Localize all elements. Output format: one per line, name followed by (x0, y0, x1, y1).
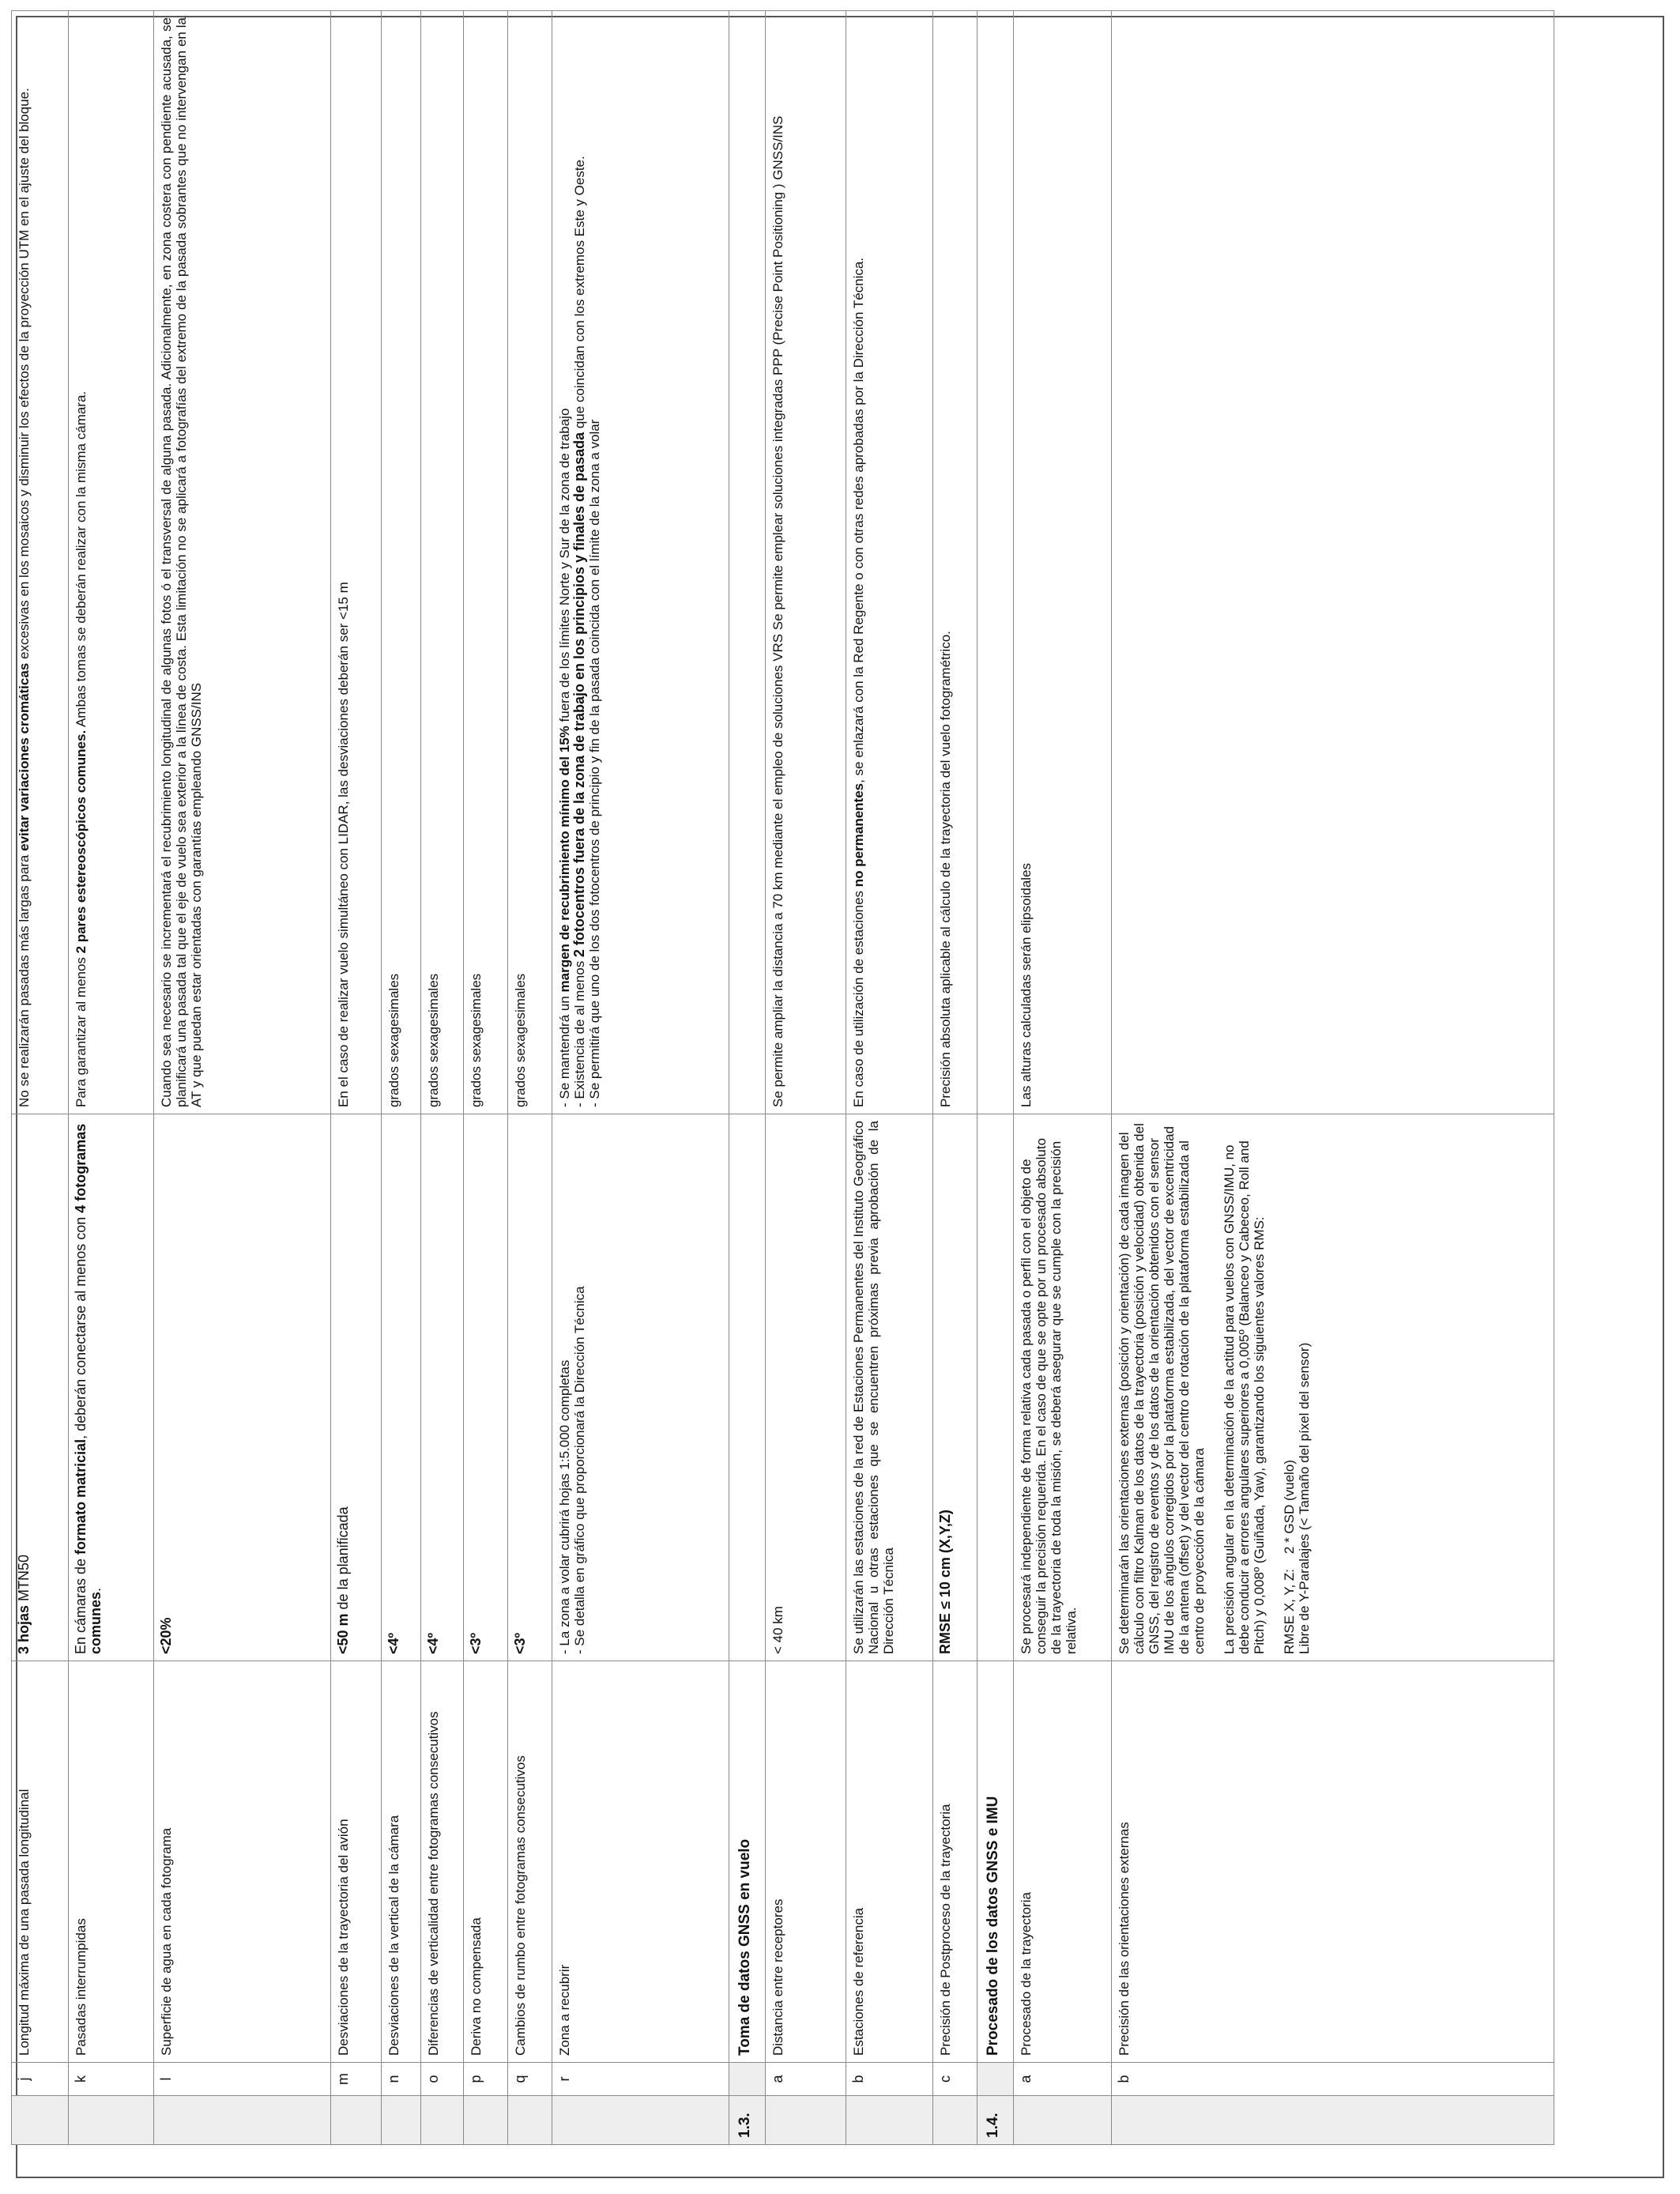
concept-cell: Zona a recubrir (552, 1661, 729, 2063)
concept-cell: Pasadas interrumpidas (69, 1661, 154, 2063)
num-cell (1112, 2096, 1554, 2145)
notes-cell: Cuando sea necesario se incrementará el recubrimiento longitudinal de algunas fotos ó el transversal de alguna pasada. Adicionalmente, en zona costera con pendiente acusada, se planificará una pasada tal que el eje de vuelo sea exterior a la línea de costa. Esta limitación no se aplicará a fotografías del extremo de la pasada sobrantes que no intervengan en la AT y que puedan estar orientadas con garantías empleando GNSS/INS (154, 11, 331, 1114)
notes-cell: grados sexagesimales (421, 11, 464, 1114)
section-title: Procesado de los datos GNSS e IMU (977, 1661, 1014, 2063)
notes-cell: No se realizarán pasadas más largas para evitar variaciones cromáticas excesivas en los mosaicos y disminuir los efectos de la proyección UTM en el ajuste del bloque. (12, 11, 69, 1114)
value-cell: < 40 km (766, 1114, 846, 1661)
notes-cell: En el caso de realizar vuelo simultáneo con LIDAR, las desviaciones deberán ser <15 m (331, 11, 382, 1114)
row-letter: m (331, 2063, 382, 2096)
value-cell: Se determinarán las orientaciones externas (posición y orientación) de cada imagen del cálculo con filtro Kalman de los datos de la trayectoria (posición y velocidad) obtenida del GNSS, del registro de eventos y de los datos de la orientación obtenidos con el sensor IMU de los ángulos corregidos por la plataforma estabilizada, del vector de excentricidad de la antena (offset) y del vector del centro de rotación de la plataforma estabilizada al centro de proyección de la cámara La precisión angular en la determinación de la actitud para vuelos con GNSS/IMU, no debe conducir a errores angulares superiores a 0,005º (Balanceo y Cabeceo, Roll and Pitch) y 0,008º (Guiñada, Yaw), garantizando los siguientes valores RMS: RMSE X, Y, Z: 2 * GSD (vuelo) Libre de Y-Paralajes (< Tamaño del píxel del sensor) (1112, 1114, 1554, 1661)
section-empty (977, 11, 1014, 1114)
value-cell: <20% (154, 1114, 331, 1661)
concept-cell: Precisión de Postproceso de la trayectoria (933, 1661, 977, 2063)
num-cell (12, 2096, 69, 2145)
section-number: 1.3. (729, 2096, 766, 2145)
table-row (421, 11, 464, 2145)
notes-cell: grados sexagesimales (508, 11, 552, 1114)
concept-cell: Precisión de las orientaciones externas (1112, 1661, 1554, 2063)
table-row (331, 11, 382, 2145)
table-row (766, 11, 846, 2145)
row-letter: j (12, 2063, 69, 2096)
table-row (12, 11, 69, 2145)
num-cell (69, 2096, 154, 2145)
row-letter: p (464, 2063, 508, 2096)
value-cell: 3 hojas MTN50 (12, 1114, 69, 1661)
table-row (154, 11, 331, 2145)
num-cell (382, 2096, 421, 2145)
table-row (552, 11, 729, 2145)
section-gap (977, 2063, 1014, 2096)
concept-cell: Estaciones de referencia (846, 1661, 933, 2063)
concept-cell: Longitud máxima de una pasada longitudinal (12, 1661, 69, 2063)
section-empty (729, 1114, 766, 1661)
section-empty (977, 1114, 1014, 1661)
row-letter: o (421, 2063, 464, 2096)
specifications-table (11, 10, 1554, 2145)
section-header-1-4 (977, 11, 1014, 2145)
row-letter: n (382, 2063, 421, 2096)
concept-cell: Distancia entre receptores (766, 1661, 846, 2063)
row-letter: l (154, 2063, 331, 2096)
concept-cell: Deriva no compensada (464, 1661, 508, 2063)
num-cell (933, 2096, 977, 2145)
value-cell: - La zona a volar cubrirá hojas 1:5.000 completas - Se detalla en gráfico que proporcionará la Dirección Técnica (552, 1114, 729, 1661)
concept-cell: Superficie de agua en cada fotograma (154, 1661, 331, 2063)
section-empty (729, 11, 766, 1114)
notes-cell: Para garantizar al menos 2 pares estereoscópicos comunes. Ambas tomas se deberán realizar con la misma cámara. (69, 11, 154, 1114)
num-cell (846, 2096, 933, 2145)
notes-cell: En caso de utilización de estaciones no permanentes, se enlazará con la Red Regente o con otras redes aprobadas por la Dirección Técnica. (846, 11, 933, 1114)
table-row (846, 11, 933, 2145)
num-cell (1014, 2096, 1112, 2145)
value-cell: RMSE ≤ 10 cm (X,Y,Z) (933, 1114, 977, 1661)
value-cell: <50 m de la planificada (331, 1114, 382, 1661)
num-cell (508, 2096, 552, 2145)
row-letter: a (766, 2063, 846, 2096)
notes-cell: - Se mantendrá un margen de recubrimiento mínimo del 15% fuera de los límites Norte y Sur de la zona de trabajo - Existencia de al menos 2 fotocentros fuera de la zona de trabajo en los principios y finales de pasada que coincidan con los extremos Este y Oeste. - Se permitirá que uno de los dos fotocentros de principio y fin de la pasada coincida con el límite de la zona a volar (552, 11, 729, 1114)
table-row (1112, 11, 1554, 2145)
concept-cell: Desviaciones de la trayectoria del avión (331, 1661, 382, 2063)
rotated-document (11, 11, 1639, 2145)
concept-cell: Cambios de rumbo entre fotogramas consecutivos (508, 1661, 552, 2063)
section-number: 1.4. (977, 2096, 1014, 2145)
notes-cell (1112, 11, 1554, 1114)
concept-cell: Desviaciones de la vertical de la cámara (382, 1661, 421, 2063)
section-title: Toma de datos GNSS en vuelo (729, 1661, 766, 2063)
value-cell: <4º (382, 1114, 421, 1661)
row-letter: q (508, 2063, 552, 2096)
value-cell: <3º (508, 1114, 552, 1661)
notes-cell: grados sexagesimales (464, 11, 508, 1114)
notes-cell: Se permite ampliar la distancia a 70 km mediante el empleo de soluciones VRS Se permite emplear soluciones integradas PPP (Precise Point Positioning ) GNSS/INS (766, 11, 846, 1114)
notes-cell: Precisión absoluta aplicable al cálculo de la trayectoria del vuelo fotogramétrico. (933, 11, 977, 1114)
num-cell (331, 2096, 382, 2145)
value-cell: Se procesará independiente de forma relativa cada pasada o perfil con el objeto de conseguir la precisión requerida. En el caso de que se opte por un procesado absoluto de la trayectoria de toda la misión, se deberá asegurar que se cumple con la precisión relativa. (1014, 1114, 1112, 1661)
num-cell (154, 2096, 331, 2145)
notes-cell: Las alturas calculadas serán elipsoidales (1014, 11, 1112, 1114)
table-row (933, 11, 977, 2145)
section-header-1-3 (729, 11, 766, 2145)
row-letter: r (552, 2063, 729, 2096)
num-cell (464, 2096, 508, 2145)
row-letter: a (1014, 2063, 1112, 2096)
section-gap (729, 2063, 766, 2096)
table-row (464, 11, 508, 2145)
concept-cell: Diferencias de verticalidad entre fotogramas consecutivos (421, 1661, 464, 2063)
num-cell (766, 2096, 846, 2145)
row-letter: c (933, 2063, 977, 2096)
value-cell: <4º (421, 1114, 464, 1661)
row-letter: b (846, 2063, 933, 2096)
value-cell: En cámaras de formato matricial, deberán conectarse al menos con 4 fotogramas comunes. (69, 1114, 154, 1661)
value-cell: <3º (464, 1114, 508, 1661)
concept-cell: Procesado de la trayectoria (1014, 1661, 1112, 2063)
row-letter: k (69, 2063, 154, 2096)
value-cell: Se utilizarán las estaciones de la red de Estaciones Permanentes del Instituto Geográfico Nacional u otras estaciones que se encuentren próximas previa aprobación de la Dirección Técnica (846, 1114, 933, 1661)
table-row (1014, 11, 1112, 2145)
table-row (382, 11, 421, 2145)
num-cell (552, 2096, 729, 2145)
row-letter: b (1112, 2063, 1554, 2096)
table-row (69, 11, 154, 2145)
num-cell (421, 2096, 464, 2145)
notes-cell: grados sexagesimales (382, 11, 421, 1114)
table-row (508, 11, 552, 2145)
